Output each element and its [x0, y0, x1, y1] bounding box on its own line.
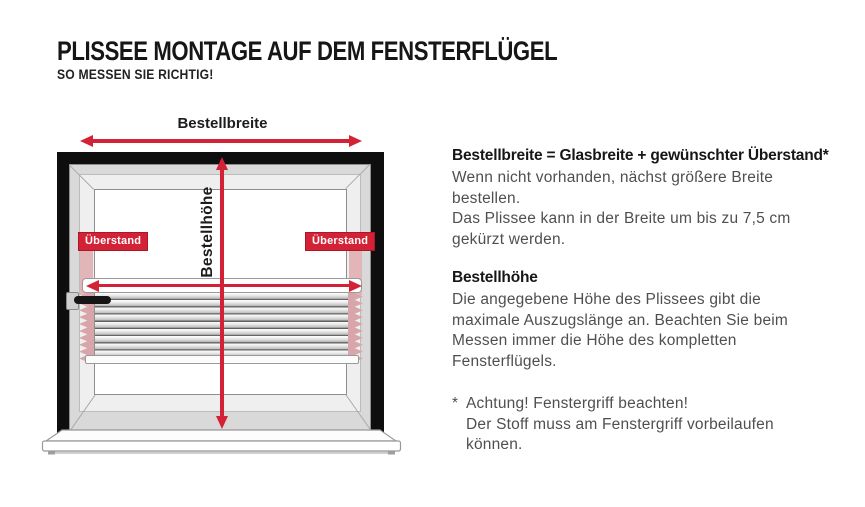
page-subtitle: SO MESSEN SIE RICHTIG!	[57, 67, 214, 82]
footnote-line: Der Stoff muss am Fenstergriff vorbeilaufen	[466, 415, 774, 433]
arrow-bar	[89, 139, 353, 143]
overhang-badge-left: Überstand	[78, 232, 148, 251]
order-width-label: Bestellbreite	[177, 115, 268, 132]
footnote-line: können.	[466, 436, 523, 453]
width-info-heading: Bestellbreite = Glasbreite + gewünschter Überstand*	[452, 147, 829, 164]
order-width-arrow	[80, 134, 362, 148]
height-info-line: Messen immer die Höhe des kompletten	[452, 332, 737, 349]
footnote-section	[452, 394, 865, 456]
page-title: PLISSEE MONTAGE AUF DEM FENSTERFLÜGEL	[57, 36, 558, 66]
arrowhead-down-icon	[216, 416, 228, 429]
arrowhead-right-icon	[349, 135, 362, 147]
height-info-section	[452, 268, 857, 372]
arrowhead-up-icon	[216, 157, 228, 170]
overhang-badge-right: Überstand	[305, 232, 375, 251]
width-info-section	[452, 146, 857, 250]
arrowhead-right-icon	[349, 280, 362, 292]
width-info-line: Wenn nicht vorhanden, nächst größere Breite	[452, 169, 774, 186]
width-info-line: gekürzt werden.	[452, 230, 566, 248]
footnote-asterisk: *	[452, 395, 459, 412]
width-info-line: Das Plissee kann in der Breite um bis zu 7,5 cm	[452, 210, 791, 227]
width-info-line: bestellen.	[452, 189, 521, 207]
order-height-arrow	[215, 157, 229, 429]
window-handle	[74, 296, 111, 304]
height-info-line: Die angegebene Höhe des Plissees gibt die	[452, 291, 761, 308]
arrowhead-left-icon	[86, 280, 99, 292]
height-info-line: Fensterflügels.	[452, 352, 557, 370]
arrow-bar	[220, 166, 224, 420]
window-sill	[40, 428, 405, 458]
arrowhead-left-icon	[80, 135, 93, 147]
height-info-heading: Bestellhöhe	[452, 269, 538, 286]
order-height-label: Bestellhöhe	[199, 186, 216, 278]
height-info-line: maximale Auszugslänge an. Beachten Sie beim	[452, 311, 789, 329]
footnote-line: Achtung! Fenstergriff beachten!	[466, 395, 689, 412]
